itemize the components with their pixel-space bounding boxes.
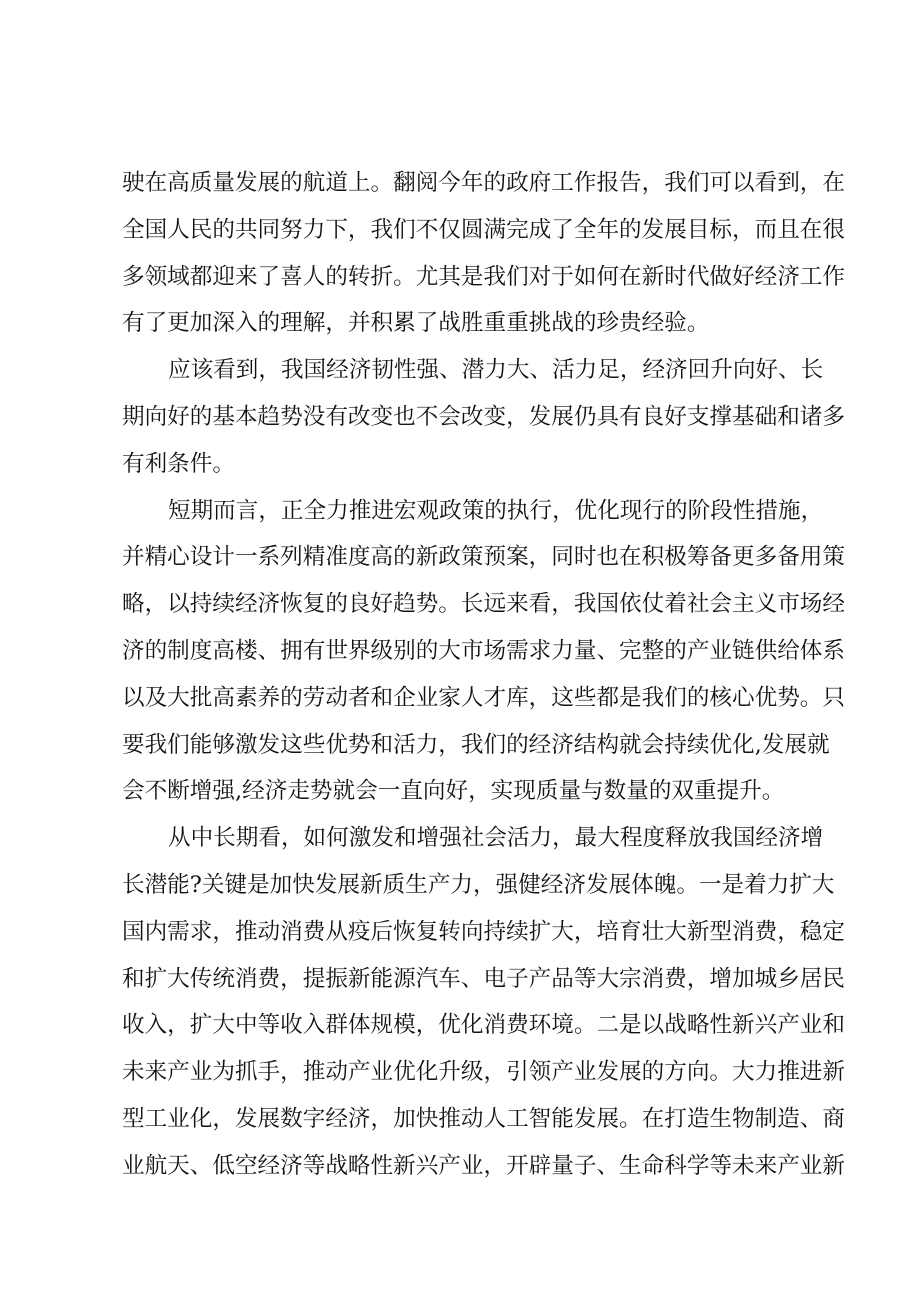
text-line: 短期而言，正全力推进宏观政策的执行，优化现行的阶段性措施， — [168, 497, 824, 524]
text-line: 收入，扩大中等收入群体规模，优化消费环境。二是以战略性新兴产业和 — [122, 1012, 845, 1039]
text-line: 应该看到，我国经济韧性强、潜力大、活力足，经济回升向好、长 — [168, 357, 824, 384]
text-line: 未来产业为抓手，推动产业优化升级，引领产业发展的方向。大力推进新 — [122, 1059, 845, 1086]
text-line: 有利条件。 — [122, 450, 235, 477]
text-line: 略，以持续经济恢复的良好趋势。长远来看，我国依仗着社会主义市场经 — [122, 591, 845, 618]
paragraph — [122, 815, 845, 1189]
text-line: 和扩大传统消费，提振新能源汽车、电子产品等大宗消费，增加城乡居民 — [122, 965, 845, 992]
text-line: 型工业化，发展数字经济，加快推动人工智能发展。在打造生物制造、商 — [122, 1105, 845, 1132]
document-body — [122, 160, 845, 1190]
text-line: 全国人民的共同努力下，我们不仅圆满完成了全年的发展目标，而且在很 — [122, 216, 845, 243]
text-line: 会不断增强,经济走势就会一直向好，实现质量与数量的双重提升。 — [122, 778, 785, 805]
text-line: 有了更加深入的理解，并积累了战胜重重挑战的珍贵经验。 — [122, 310, 710, 337]
text-line: 济的制度高楼、拥有世界级别的大市场需求力量、完整的产业链供给体系 — [122, 637, 845, 664]
text-line: 国内需求，推动消费从疫后恢复转向持续扩大，培育壮大新型消费，稳定 — [122, 918, 845, 945]
text-line: 要我们能够激发这些优势和活力，我们的经济结构就会持续优化,发展就 — [122, 731, 830, 758]
text-line: 从中长期看，如何激发和增强社会活力，最大程度释放我国经济增 — [168, 825, 824, 852]
paragraph — [122, 347, 845, 487]
text-line: 业航天、低空经济等战略性新兴产业，开辟量子、生命科学等未来产业新 — [122, 1152, 845, 1179]
paragraph — [122, 488, 845, 816]
text-line: 并精心设计一系列精准度高的新政策预案，同时也在积极筹备更多备用策 — [122, 544, 845, 571]
text-line: 以及大批高素养的劳动者和企业家人才库，这些都是我们的核心优势。只 — [122, 684, 845, 711]
text-line: 长潜能?关键是加快发展新质生产力，强健经济发展体魄。一是着力扩大 — [122, 871, 835, 898]
text-line: 多领域都迎来了喜人的转折。尤其是我们对于如何在新时代做好经济工作 — [122, 263, 845, 290]
text-line: 期向好的基本趋势没有改变也不会改变，发展仍具有良好支撑基础和诸多 — [122, 403, 845, 430]
paragraph — [122, 160, 845, 347]
text-line: 驶在高质量发展的航道上。翻阅今年的政府工作报告，我们可以看到，在 — [122, 170, 845, 196]
